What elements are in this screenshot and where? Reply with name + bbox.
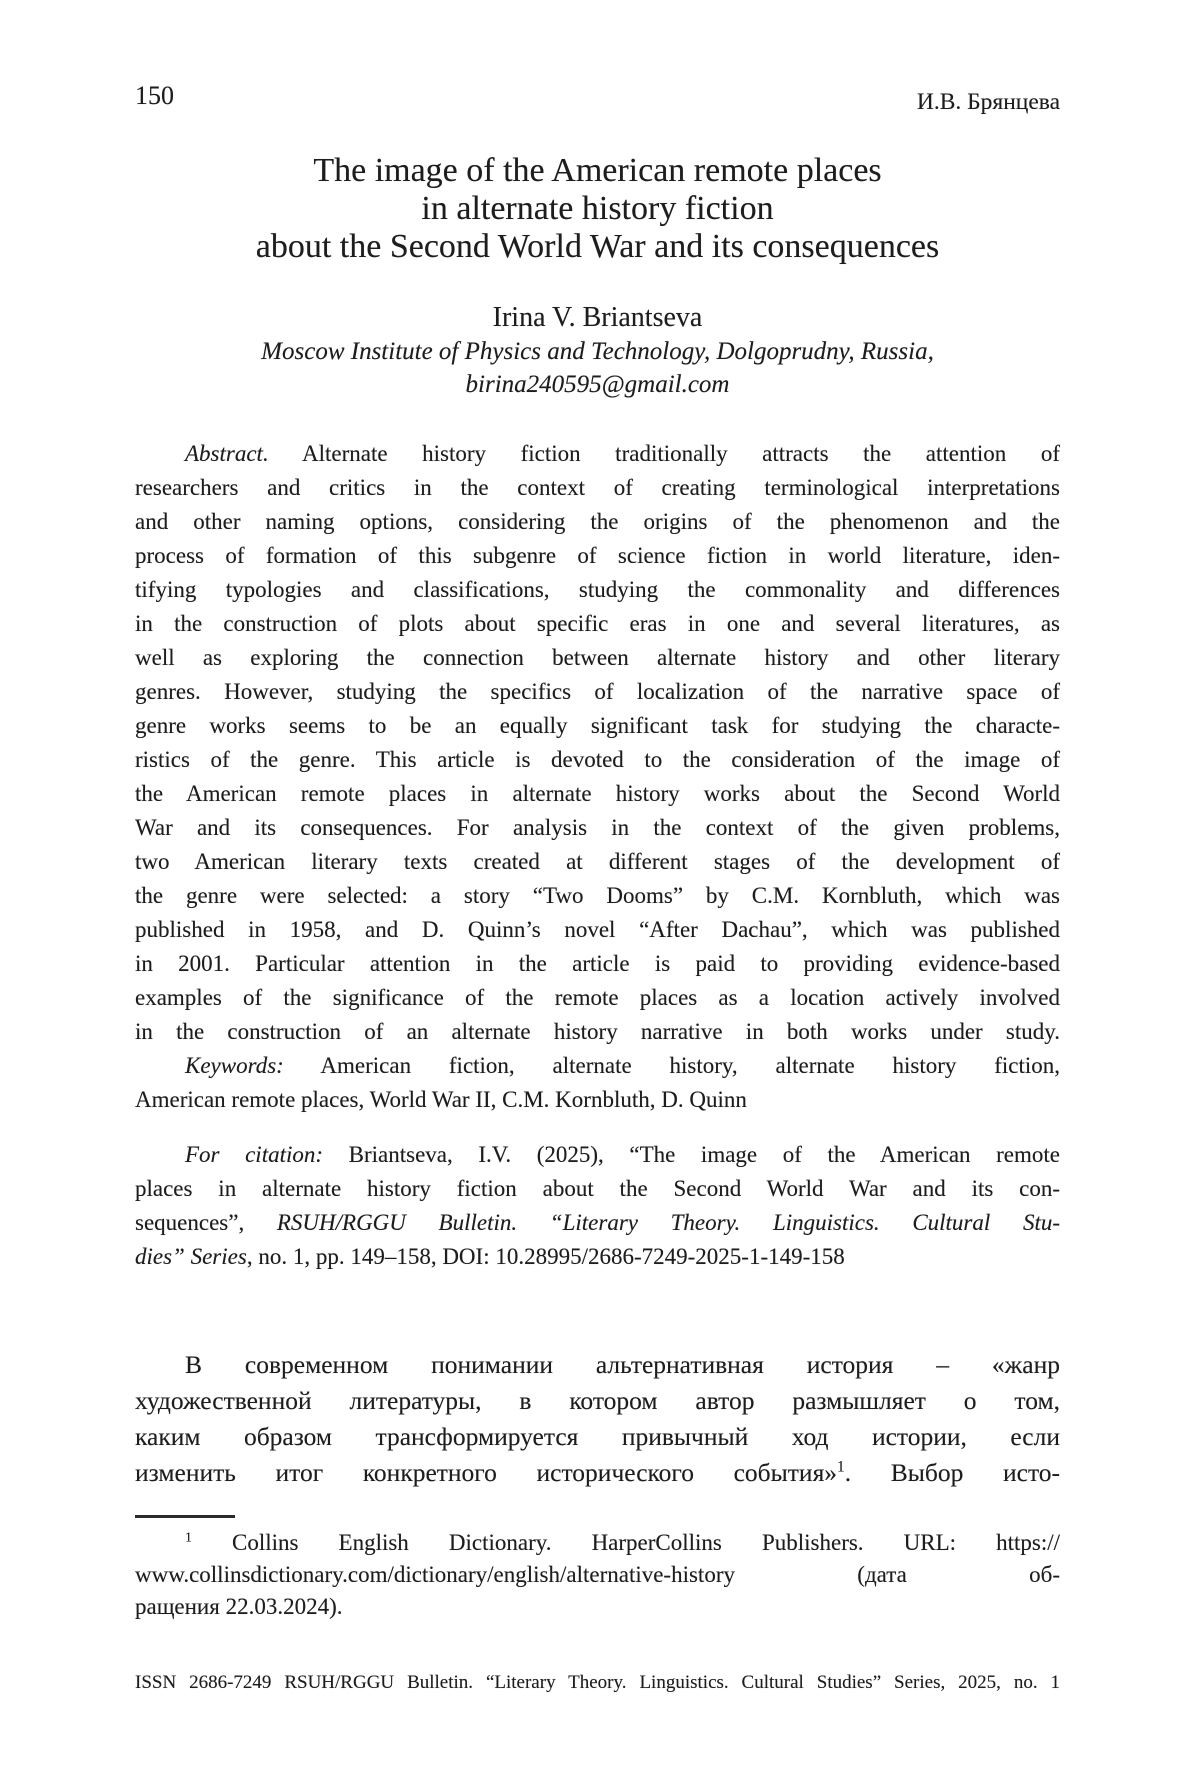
- citation-text: , no. 1, pp. 149–158, DOI: 10.28995/2686-7249-2025-1-149-158: [246, 1244, 845, 1269]
- abstract-block: [135, 437, 1060, 1117]
- citation-text: sequences”,: [135, 1210, 277, 1235]
- abstract-line: genre works seems to be an equally significant task for studying the characte-: [135, 713, 1060, 738]
- abstract-line: and other naming options, considering the origins of the phenomenon and the: [135, 509, 1060, 534]
- footnote-rule: [135, 1515, 235, 1518]
- abstract-line: the genre were selected: a story “Two Dooms” by C.M. Kornbluth, which was: [135, 883, 1060, 908]
- body-line-2: художественной литературы, в котором автор размышляет о том,: [135, 1386, 1060, 1415]
- keywords-text: American fiction, alternate history, alternate history fiction,: [320, 1053, 1061, 1078]
- abstract-line: in the construction of an alternate history narrative in both works under study.: [135, 1019, 1060, 1044]
- citation-block: [135, 1138, 1060, 1274]
- abstract-line: tifying typologies and classifications, studying the commonality and differences: [135, 577, 1060, 602]
- citation-journal-italic: RSUH/RGGU Bulletin. “Literary Theory. Linguistics. Cultural Stu-: [276, 1210, 1060, 1235]
- abstract-line: in the construction of plots about specific eras in one and several literatures, as: [135, 611, 1060, 636]
- citation-line-4: [135, 1240, 1060, 1274]
- abstract-line: genres. However, studying the specifics of localization of the narrative space of: [135, 679, 1060, 704]
- keywords-label: Keywords:: [185, 1053, 284, 1078]
- keywords-line-2: American remote places, World War II, C.M. Kornbluth, D. Quinn: [135, 1087, 747, 1112]
- abstract-line: examples of the significance of the remote places as a location actively involved: [135, 985, 1060, 1010]
- article-title: [135, 152, 1060, 266]
- citation-line-1: [135, 1138, 1060, 1172]
- author-affiliation: Moscow Institute of Physics and Technology, Dolgoprudny, Russia,: [261, 338, 934, 365]
- article-title-line-3: about the Second World War and its consequences: [255, 228, 940, 265]
- abstract-line: ristics of the genre. This article is devoted to the consideration of the image of: [135, 747, 1060, 772]
- abstract-line: in 2001. Particular attention in the article is paid to providing evidence-based: [135, 951, 1060, 976]
- running-head-author: И.В. Брянцева: [916, 89, 1060, 115]
- footnote-block: [135, 1527, 1060, 1623]
- body-line-4: [135, 1455, 1060, 1491]
- abstract-label: Abstract.: [185, 441, 269, 466]
- body-paragraph-ru: [135, 1347, 1060, 1491]
- body-line-3: каким образом трансформируется привычный ход истории, если: [135, 1422, 1060, 1451]
- abstract-line: two American literary texts created at different stages of the development of: [135, 849, 1060, 874]
- footnote-line-2: www.collinsdictionary.com/dictionary/english/alternative-history (дата об-: [135, 1562, 1060, 1587]
- citation-text: Briantseva, I.V. (2025), “The image of the American remote: [348, 1142, 1061, 1167]
- abstract-text: Alternate history fiction traditionally attracts the attention of: [302, 441, 1060, 466]
- author-email: birina240595@gmail.com: [465, 371, 730, 398]
- abstract-line: [135, 437, 1060, 471]
- footnote-text: Collins English Dictionary. HarperCollins Publishers. URL: https://: [231, 1530, 1060, 1555]
- body-text: . Выбор исто-: [844, 1458, 1060, 1487]
- citation-line-3: [135, 1206, 1060, 1240]
- body-text: изменить итог конкретного исторического события»: [135, 1458, 838, 1487]
- keywords-line-1: [135, 1049, 1060, 1083]
- citation-label: For citation:: [185, 1142, 324, 1167]
- abstract-line: researchers and critics in the context of creating terminological interpretations: [135, 475, 1060, 500]
- article-title-line-2: in alternate history fiction: [421, 190, 774, 227]
- abstract-line: published in 1958, and D. Quinn’s novel “After Dachau”, which was published: [135, 917, 1060, 942]
- abstract-line: well as exploring the connection between alternate history and other literary: [135, 645, 1060, 670]
- citation-line-2: places in alternate history fiction about the Second World War and its con-: [135, 1176, 1060, 1201]
- body-line-1: В современном понимании альтернативная история – «жанр: [185, 1350, 1060, 1379]
- footnote-line-3: ращения 22.03.2024).: [135, 1594, 343, 1619]
- abstract-line: process of formation of this subgenre of science fiction in world literature, iden-: [135, 543, 1060, 568]
- page-footer-issn: ISSN 2686-7249 RSUH/RGGU Bulletin. “Literary Theory. Linguistics. Cultural Studies” Series, 2025, no. 1: [135, 1672, 1060, 1693]
- page-number: 150: [135, 81, 174, 110]
- citation-journal-italic: dies” Series: [135, 1244, 247, 1269]
- abstract-line: the American remote places in alternate history works about the Second World: [135, 781, 1060, 806]
- footnote-ref-sup: 1: [837, 1458, 845, 1476]
- author-name: Irina V. Briantseva: [492, 302, 703, 333]
- abstract-line: War and its consequences. For analysis in the context of the given problems,: [135, 815, 1060, 840]
- article-title-line-1: The image of the American remote places: [313, 152, 882, 189]
- footnote-line-1: [135, 1527, 1060, 1559]
- footnote-marker: 1: [185, 1529, 192, 1545]
